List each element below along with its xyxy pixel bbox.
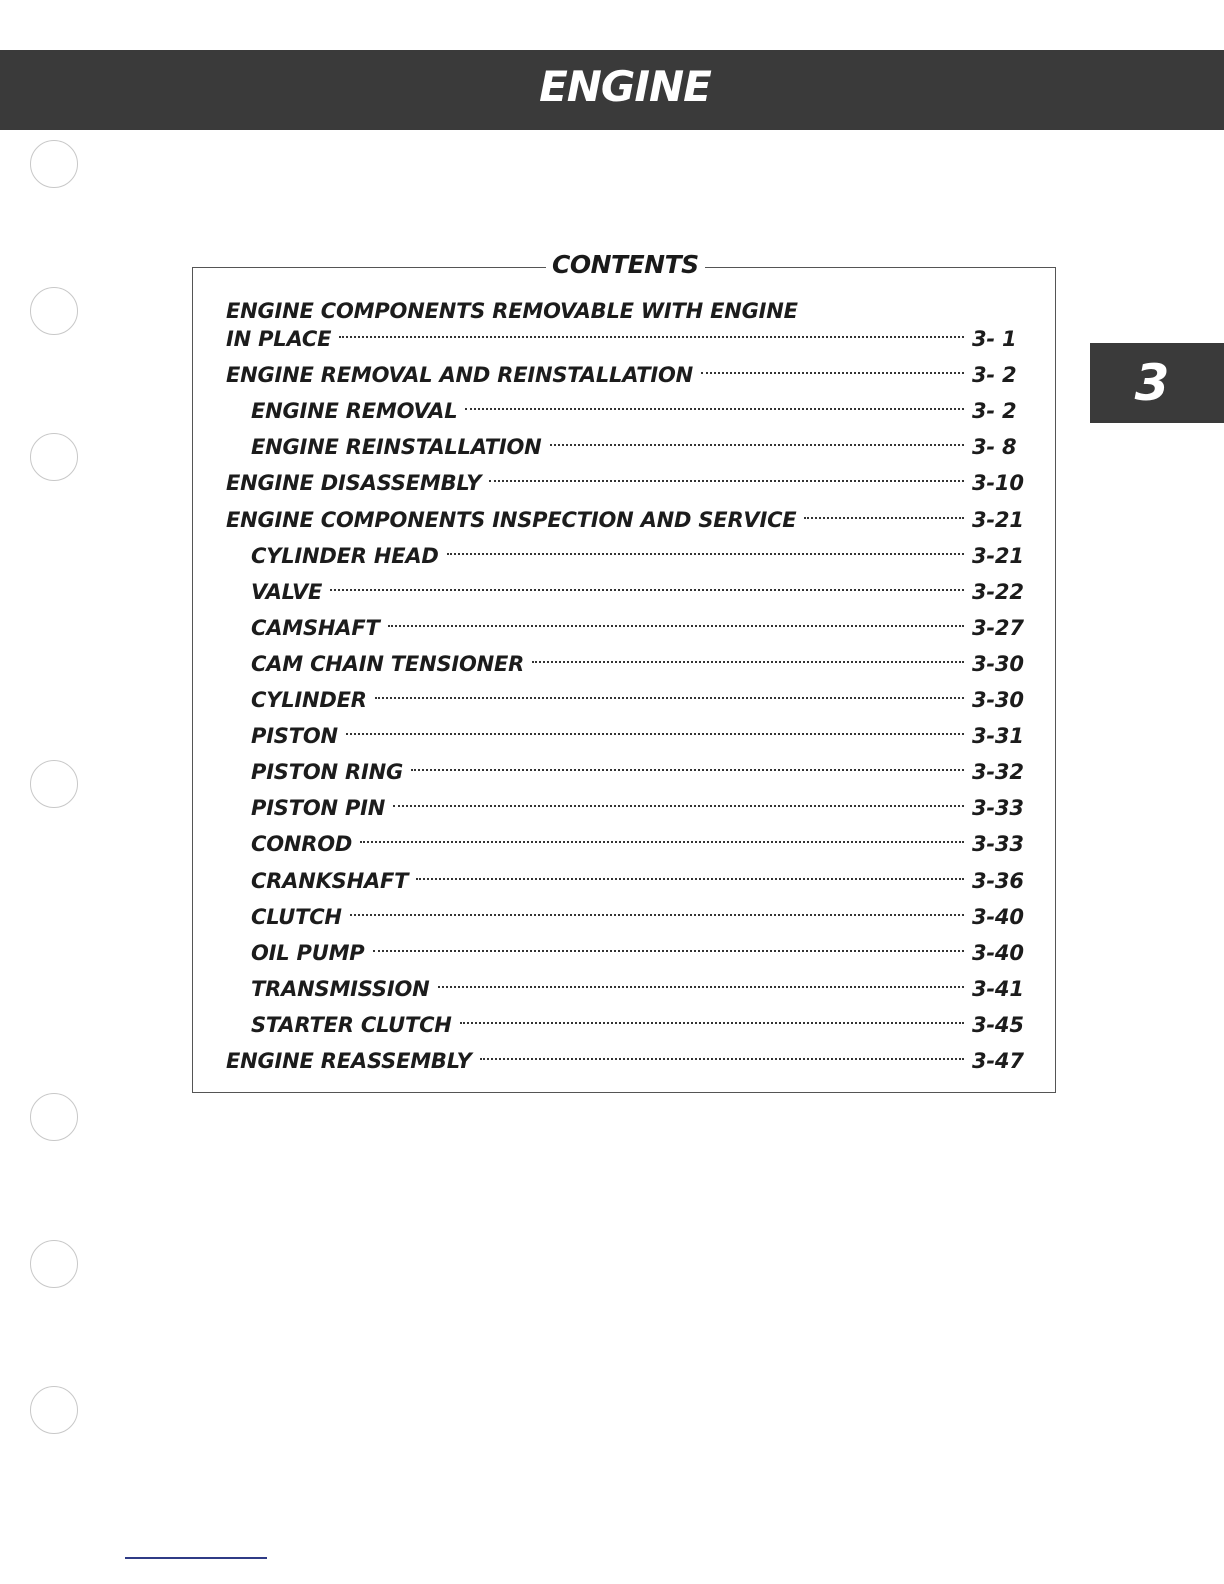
toc-entry-page: 3-41	[972, 976, 1024, 1001]
toc-entry-label: CYLINDER HEAD	[251, 543, 439, 568]
toc-entry-page: 3- 1	[972, 327, 1017, 351]
toc-entry-page: 3- 2	[972, 399, 1017, 424]
toc-entry	[251, 902, 1030, 932]
toc-entry	[251, 974, 1030, 1004]
toc-entry-label: CRANKSHAFT	[251, 868, 409, 893]
toc-entry-leader	[480, 1058, 964, 1060]
toc-entry-leader	[330, 589, 964, 591]
toc-entry-leader	[416, 878, 964, 880]
toc-entry-label: CLUTCH	[251, 904, 342, 929]
toc-entry	[251, 396, 1030, 426]
toc-entry-line: ENGINE COMPONENTS REMOVABLE WITH ENGINE	[226, 299, 798, 323]
toc-entry-label: ENGINE REMOVAL AND REINSTALLATION	[226, 363, 694, 388]
toc-entry-label: PISTON	[251, 724, 338, 749]
toc-entry-page: 3-21	[972, 543, 1024, 568]
toc-entry-label: ENGINE REMOVAL	[251, 399, 458, 424]
toc-entry-page: 3-33	[972, 832, 1024, 857]
toc-entry	[251, 613, 1030, 643]
toc-entry-page: 3-36	[972, 868, 1024, 893]
toc-entry-leader	[346, 733, 964, 735]
toc-entry-label: CAM CHAIN TENSIONER	[251, 651, 525, 676]
toc-entry-leader	[804, 517, 964, 519]
toc-entry-label: CYLINDER	[251, 688, 367, 712]
toc-entry-leader	[532, 661, 964, 663]
toc-entry-page: 3-27	[972, 615, 1024, 640]
toc-entry	[226, 360, 1030, 390]
toc-entry-page: 3-45	[972, 1012, 1024, 1037]
toc-entry	[226, 505, 1030, 535]
toc-entry-leader	[465, 408, 964, 410]
toc-entry	[251, 938, 1030, 968]
toc-entry-label: VALVE	[251, 579, 323, 604]
contents-title: CONTENTS	[546, 250, 705, 279]
chapter-tab-number: 3	[1134, 354, 1170, 412]
toc-entry-leader	[339, 336, 964, 338]
toc-entry	[251, 432, 1030, 462]
toc-entry	[226, 324, 1030, 354]
toc-entry-page: 3-30	[972, 651, 1024, 676]
toc-entry-leader	[489, 480, 964, 482]
toc-entry	[251, 1010, 1030, 1040]
toc-entry-leader	[701, 372, 964, 374]
page-title: ENGINE	[539, 62, 711, 111]
toc-entry-label: OIL PUMP	[251, 940, 365, 965]
punch-hole-3	[30, 433, 78, 481]
toc-entry-leader	[447, 553, 964, 555]
toc-entry-leader	[373, 950, 965, 952]
toc-entry	[226, 1046, 1030, 1076]
toc-entry-page: 3-31	[972, 724, 1024, 749]
toc-entry-page: 3-30	[972, 688, 1024, 712]
toc-entry-label: CONROD	[251, 832, 353, 857]
toc-entry-leader	[350, 914, 964, 916]
toc-entry-page: 3-22	[972, 579, 1024, 604]
toc-entry	[251, 649, 1030, 679]
toc-entry-page: 3- 2	[972, 363, 1017, 388]
punch-hole-1	[30, 140, 78, 188]
footer-rule	[125, 1557, 267, 1559]
toc-entry	[226, 468, 1030, 498]
toc-entry-leader	[360, 841, 964, 843]
toc-entry	[251, 793, 1030, 823]
punch-hole-5	[30, 1093, 78, 1141]
toc-entry	[251, 685, 1030, 715]
toc-entry	[251, 541, 1030, 571]
toc-entry-leader	[393, 805, 964, 807]
toc-entry-leader	[375, 697, 964, 699]
punch-hole-4	[30, 760, 78, 808]
toc-entry	[251, 721, 1030, 751]
toc-entry-label: ENGINE REINSTALLATION	[251, 435, 542, 460]
toc-entry-page: 3-10	[972, 471, 1024, 496]
toc-entry-page: 3-40	[972, 904, 1024, 929]
toc-entry	[251, 829, 1030, 859]
punch-hole-2	[30, 287, 78, 335]
toc-entry-leader	[550, 444, 964, 446]
contents-box	[192, 267, 1056, 1093]
toc-entry-leader	[388, 625, 964, 627]
toc-entry-page: 3-40	[972, 940, 1024, 965]
toc-entry-label: ENGINE REASSEMBLY	[226, 1049, 472, 1073]
toc-entry-label: PISTON RING	[251, 760, 403, 785]
toc-entry-page: 3- 8	[972, 435, 1017, 460]
toc-entry-leader	[438, 986, 965, 988]
toc-entry-page: 3-21	[972, 507, 1024, 532]
toc-entry-label: ENGINE COMPONENTS INSPECTION AND SERVICE	[226, 507, 797, 532]
toc-entry-label: CAMSHAFT	[251, 615, 380, 640]
toc-entry-label: ENGINE DISASSEMBLY	[226, 471, 482, 496]
punch-hole-6	[30, 1240, 78, 1288]
toc-entry-page: 3-32	[972, 760, 1024, 785]
toc-entry-label: TRANSMISSION	[251, 976, 430, 1001]
toc-entry-label: PISTON PIN	[251, 796, 386, 821]
toc-entry-page: 3-47	[972, 1049, 1024, 1073]
toc-entry-leader	[460, 1022, 964, 1024]
toc-entry-page: 3-33	[972, 796, 1024, 821]
toc-entry	[251, 866, 1030, 896]
punch-hole-7	[30, 1386, 78, 1434]
toc-entry	[251, 757, 1030, 787]
toc-entry-label: STARTER CLUTCH	[251, 1012, 452, 1037]
toc-entry-label: IN PLACE	[226, 327, 332, 351]
toc-entry-leader	[411, 769, 964, 771]
toc-entry	[251, 577, 1030, 607]
